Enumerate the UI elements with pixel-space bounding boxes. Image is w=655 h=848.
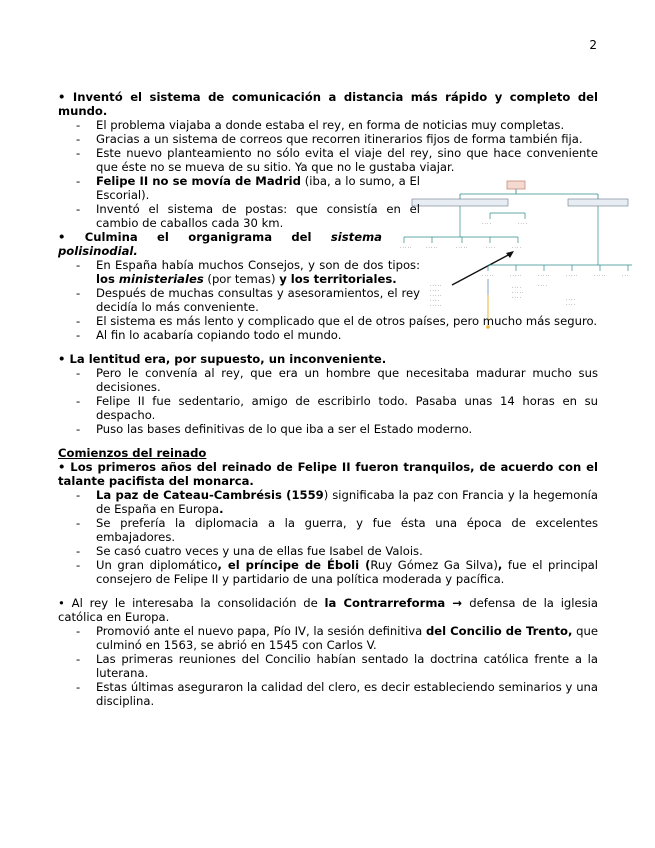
list-item: - Estas últimas aseguraron la calidad del clero, es decir estableciendo seminarios y una disciplina. — [96, 680, 598, 708]
section4-bullet: • Los primeros años del reinado de Felipe II fueron tranquilos, de acuerdo con el talante pacifista del monarca. — [58, 460, 598, 488]
document-body — [58, 90, 598, 708]
svg-text:· · · ·: · · · · — [512, 285, 521, 290]
list-item: - Las primeras reuniones del Concilio habían sentado la doctrina católica frente a la luterana. — [96, 652, 598, 680]
list-item: - Este nuevo planteamiento no sólo evita el viaje del rey, sino que hace conveniente que éste no se mueva de su sitio. Ya que no le gustaba viajar. — [96, 146, 598, 174]
svg-text:· · · · ·: · · · · · — [400, 245, 412, 250]
list-item: - Gracias a un sistema de correos que recorren itinerarios fijos de forma también fija. — [96, 132, 598, 146]
svg-text:· · · ·: · · · · — [512, 295, 521, 300]
list-item: - Después de muchas consultas y asesoramientos, el rey decidía lo más conveniente. — [96, 286, 420, 314]
list-item: - Puso las bases definitivas de lo que iba a ser el Estado moderno. — [96, 422, 598, 436]
svg-text:· · · · ·: · · · · · — [482, 273, 494, 278]
svg-text:· · · ·: · · · · — [430, 298, 439, 303]
svg-text:· · · ·: · · · · — [486, 245, 495, 250]
section3-list — [58, 366, 598, 436]
svg-text:· · · ·: · · · · — [512, 245, 521, 250]
list-item: - El sistema es más lento y complicado que el de otros países, pero mucho más seguro. — [96, 314, 598, 328]
svg-text:· · · · ·: · · · · · — [430, 283, 442, 288]
svg-text:· · · ·: · · · · — [566, 297, 575, 302]
section4-list — [58, 488, 598, 586]
svg-text:· · · · ·: · · · · · — [566, 273, 578, 278]
list-item: - La paz de Cateau-Cambrésis (1559) significaba la paz con Francia y la hegemonía de España en Europa. — [96, 488, 598, 516]
list-item: - Pero le convenía al rey, que era un hombre que necesitaba madurar mucho sus decisiones. — [96, 366, 598, 394]
svg-text:· · · · ·: · · · · · — [512, 290, 524, 295]
list-item: - En España había muchos Consejos, y son de dos tipos: los ministeriales (por temas) y los territoriales. — [96, 258, 420, 286]
svg-text:· · ·: · · · — [622, 273, 629, 278]
svg-text:· · · ·: · · · · — [538, 283, 547, 288]
svg-text:· · · ·: · · · · — [430, 288, 439, 293]
list-item: - Un gran diplomático, el príncipe de Éboli (Ruy Gómez Ga Silva), fue el principal consejero de Felipe II y partidario de una política moderada y pacífica. — [96, 558, 598, 586]
svg-text:· · · · ·: · · · · · — [510, 273, 522, 278]
list-item: - Felipe II no se movía de Madrid (iba, a lo sumo, a El Escorial). — [96, 174, 420, 202]
svg-text:· · · · ·: · · · · · — [430, 293, 442, 298]
list-item: - Inventó el sistema de postas: que consistía en el cambio de caballos cada 30 km. — [96, 202, 420, 230]
svg-text:· · · · ·: · · · · · — [426, 245, 438, 250]
list-item: - Se casó cuatro veces y una de ellas fue Isabel de Valois. — [96, 544, 598, 558]
svg-text:· · · · ·: · · · · · — [430, 303, 442, 308]
page-number: 2 — [589, 38, 597, 52]
section5-bullet: • Al rey le interesaba la consolidación de la Contrarreforma → defensa de la iglesia católica en Europa. — [58, 596, 599, 624]
list-item: - Promovió ante el nuevo papa, Pío IV, la sesión definitiva del Concilio de Trento, que culminó en 1563, se abrió en 1545 con Carlos V. — [96, 624, 598, 652]
svg-text:· · · · ·: · · · · · — [456, 245, 468, 250]
svg-text:· · · ·: · · · · — [566, 302, 575, 307]
svg-text:· · · · ·: · · · · · — [594, 273, 606, 278]
section1-bullet: • Inventó el sistema de comunicación a distancia más rápido y completo del mundo. — [58, 90, 598, 118]
section-heading: Comienzos del reinado — [58, 446, 207, 460]
list-item: - Se prefería la diplomacia a la guerra, y fue ésta una época de excelentes embajadores. — [96, 516, 598, 544]
section2-list — [58, 258, 598, 342]
section1-list — [58, 118, 598, 230]
section5-list — [58, 624, 598, 708]
list-item: - Al fin lo acabaría copiando todo el mundo. — [96, 328, 598, 342]
section2-bullet: • Culmina el organigrama del sistema polisinodial. — [58, 230, 382, 258]
list-item: - El problema viajaba a donde estaba el rey, en forma de noticias muy completas. — [96, 118, 598, 132]
section3-bullet: • La lentitud era, por supuesto, un inconveniente. — [58, 352, 387, 366]
list-item: - Felipe II fue sedentario, amigo de escribirlo todo. Pasaba unas 14 horas en su despacho. — [96, 394, 598, 422]
svg-text:· · · ·: · · · · — [482, 221, 491, 226]
svg-text:· · · · ·: · · · · · — [538, 273, 550, 278]
svg-text:· · · ·: · · · · — [518, 221, 527, 226]
